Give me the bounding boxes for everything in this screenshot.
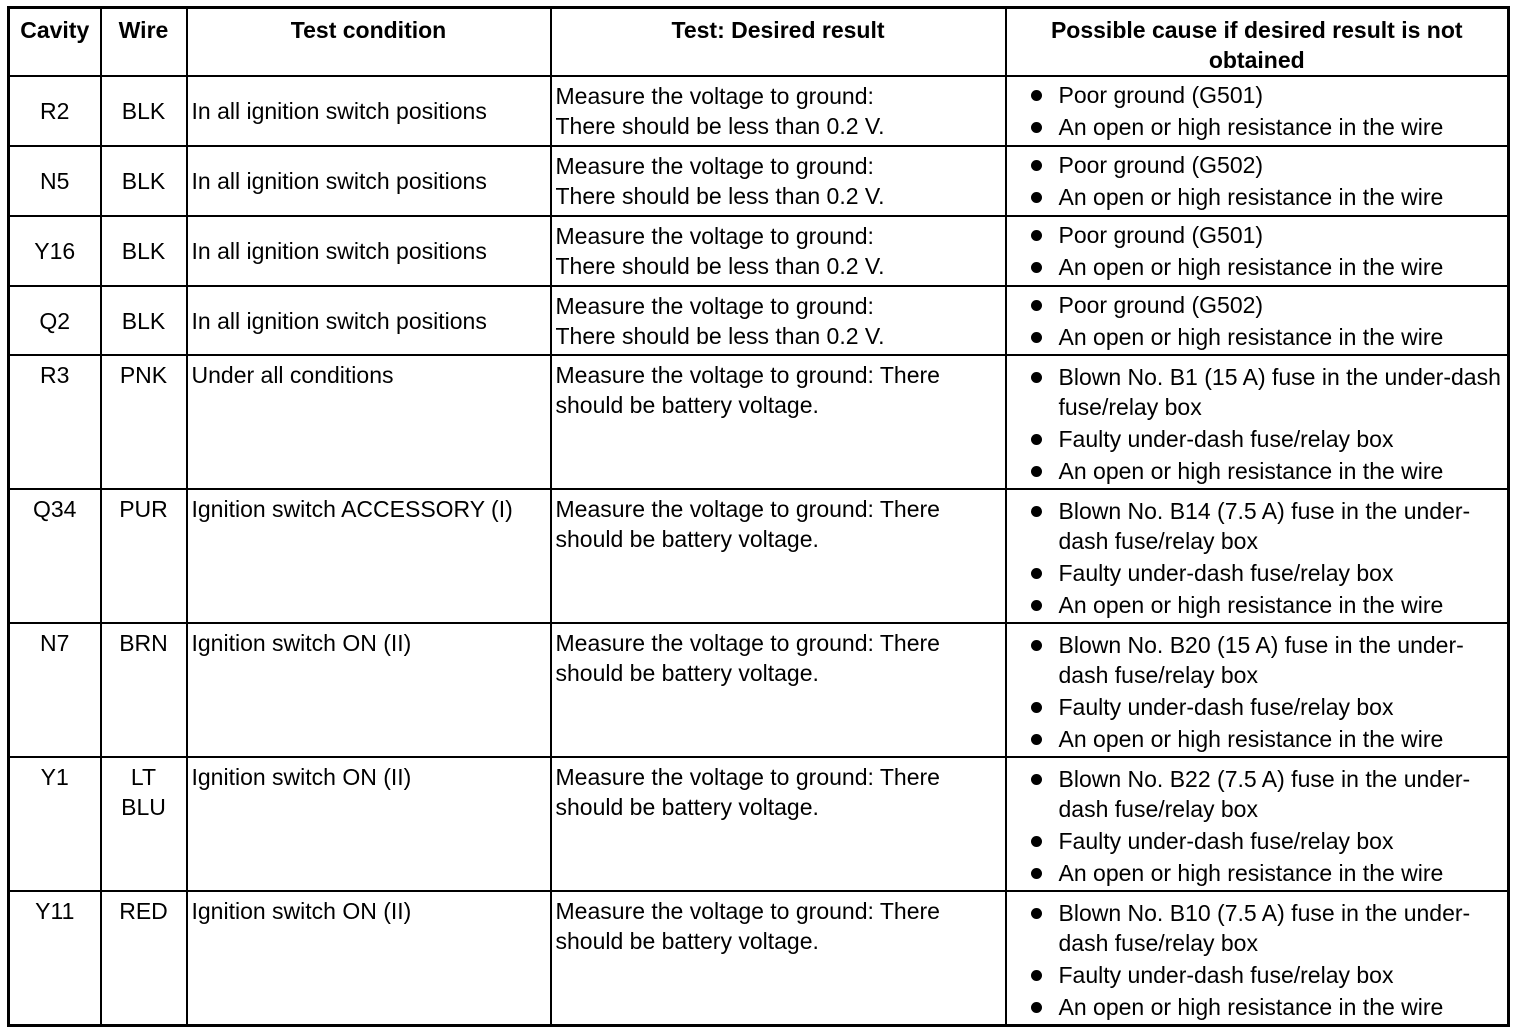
condition-cell: Ignition switch ON (II)	[187, 623, 551, 757]
wire-cell: BLK	[101, 286, 187, 355]
cause-item	[1027, 322, 1508, 352]
cause-item	[1027, 362, 1508, 422]
condition-cell: Ignition switch ACCESSORY (I)	[187, 489, 551, 623]
cause-item	[1027, 150, 1508, 180]
condition-cell: In all ignition switch positions	[187, 286, 551, 355]
table-row	[9, 891, 1509, 1026]
cause-text: Poor ground (G501)	[1058, 82, 1264, 108]
table-row	[9, 623, 1509, 757]
cause-cell	[1006, 355, 1509, 489]
table-row	[9, 216, 1509, 286]
wire-cell: BLK	[101, 76, 187, 146]
cause-text: An open or high resistance in the wire	[1058, 458, 1444, 484]
result-cell	[551, 76, 1006, 146]
test-table	[7, 6, 1510, 1027]
cause-cell	[1006, 146, 1509, 216]
cavity-cell: Q34	[9, 489, 101, 623]
header-possible-cause: Possible cause if desired result is not obtained	[1006, 8, 1509, 77]
cause-item	[1027, 558, 1508, 588]
table-row	[9, 355, 1509, 489]
cause-item	[1027, 112, 1508, 142]
cause-item	[1027, 252, 1508, 282]
result-cell: Measure the voltage to ground: There should be battery voltage.	[551, 355, 1006, 489]
cause-list	[1007, 898, 1508, 1022]
condition-cell: Under all conditions	[187, 355, 551, 489]
cause-list	[1007, 764, 1508, 888]
cause-text: An open or high resistance in the wire	[1058, 860, 1444, 886]
table-body	[9, 76, 1509, 1026]
cause-item	[1027, 456, 1508, 486]
cause-text: Faulty under-dash fuse/relay box	[1058, 560, 1394, 586]
table-row	[9, 146, 1509, 216]
condition-cell: In all ignition switch positions	[187, 216, 551, 286]
cavity-cell: N7	[9, 623, 101, 757]
cause-item	[1027, 496, 1508, 556]
result-line: Measure the voltage to ground:	[555, 223, 874, 249]
cause-cell	[1006, 489, 1509, 623]
table-row	[9, 489, 1509, 623]
cause-cell	[1006, 76, 1509, 146]
cause-text: An open or high resistance in the wire	[1058, 254, 1444, 280]
cause-text: Poor ground (G501)	[1058, 222, 1264, 248]
cause-item	[1027, 858, 1508, 888]
cause-text: An open or high resistance in the wire	[1058, 114, 1444, 140]
result-line: Measure the voltage to ground:	[555, 83, 874, 109]
result-line: There should be less than 0.2 V.	[555, 253, 885, 279]
cavity-cell: Q2	[9, 286, 101, 355]
table-row	[9, 286, 1509, 355]
cause-text: Faulty under-dash fuse/relay box	[1058, 828, 1394, 854]
cavity-cell: Y1	[9, 757, 101, 891]
cause-item	[1027, 826, 1508, 856]
cause-list	[1007, 362, 1508, 486]
cause-text: Blown No. B14 (7.5 A) fuse in the under-dash fuse/relay box	[1058, 498, 1471, 554]
cause-item	[1027, 992, 1508, 1022]
header-row	[9, 8, 1509, 77]
cause-list	[1007, 290, 1508, 352]
header-desired-result: Test: Desired result	[551, 8, 1006, 77]
cause-list	[1007, 80, 1508, 142]
cause-cell	[1006, 286, 1509, 355]
wire-cell: PNK	[101, 355, 187, 489]
wire-cell: LT BLU	[101, 757, 187, 891]
wire-cell: BLK	[101, 146, 187, 216]
result-line: Measure the voltage to ground:	[555, 292, 874, 319]
cause-item	[1027, 182, 1508, 212]
cause-item	[1027, 220, 1508, 250]
cause-text: An open or high resistance in the wire	[1058, 184, 1444, 210]
cause-item	[1027, 424, 1508, 454]
condition-cell: In all ignition switch positions	[187, 146, 551, 216]
result-cell	[551, 216, 1006, 286]
cause-text: An open or high resistance in the wire	[1058, 323, 1444, 350]
wire-cell: BRN	[101, 623, 187, 757]
result-cell: Measure the voltage to ground: There should be battery voltage.	[551, 891, 1006, 1026]
cause-cell	[1006, 757, 1509, 891]
cause-text: Blown No. B20 (15 A) fuse in the under-dash fuse/relay box	[1058, 632, 1464, 688]
table-row	[9, 76, 1509, 146]
cause-list	[1007, 630, 1508, 754]
cause-item	[1027, 724, 1508, 754]
cause-item	[1027, 692, 1508, 722]
cavity-cell: Y11	[9, 891, 101, 1026]
cause-text: An open or high resistance in the wire	[1058, 994, 1444, 1020]
cause-text: An open or high resistance in the wire	[1058, 592, 1444, 618]
cavity-cell: R3	[9, 355, 101, 489]
cause-text: Blown No. B22 (7.5 A) fuse in the under-dash fuse/relay box	[1058, 766, 1471, 822]
cause-text: Faulty under-dash fuse/relay box	[1058, 962, 1394, 988]
result-line: There should be less than 0.2 V.	[555, 113, 885, 139]
cause-list	[1007, 220, 1508, 282]
cause-item	[1027, 764, 1508, 824]
cause-cell	[1006, 623, 1509, 757]
result-cell	[551, 146, 1006, 216]
cause-item	[1027, 80, 1508, 110]
cause-text: Blown No. B1 (15 A) fuse in the under-dash fuse/relay box	[1058, 364, 1501, 420]
cause-text: An open or high resistance in the wire	[1058, 726, 1444, 752]
result-line: There should be less than 0.2 V.	[555, 183, 885, 209]
condition-cell: In all ignition switch positions	[187, 76, 551, 146]
cause-cell	[1006, 891, 1509, 1026]
wire-cell: PUR	[101, 489, 187, 623]
result-cell: Measure the voltage to ground: There should be battery voltage.	[551, 489, 1006, 623]
cause-text: Poor ground (G502)	[1058, 152, 1264, 178]
result-line: Measure the voltage to ground:	[555, 153, 874, 179]
header-cavity: Cavity	[9, 8, 101, 77]
cause-text: Poor ground (G502)	[1058, 291, 1264, 318]
wire-cell: RED	[101, 891, 187, 1026]
cause-text: Faulty under-dash fuse/relay box	[1058, 694, 1394, 720]
cause-list	[1007, 496, 1508, 620]
cavity-cell: Y16	[9, 216, 101, 286]
cause-cell	[1006, 216, 1509, 286]
header-test-condition: Test condition	[187, 8, 551, 77]
result-cell: Measure the voltage to ground: There should be battery voltage.	[551, 623, 1006, 757]
wire-cell: BLK	[101, 216, 187, 286]
cause-item	[1027, 960, 1508, 990]
cause-item	[1027, 898, 1508, 958]
cause-item	[1027, 590, 1508, 620]
condition-cell: Ignition switch ON (II)	[187, 891, 551, 1026]
result-cell	[551, 286, 1006, 355]
condition-cell: Ignition switch ON (II)	[187, 757, 551, 891]
cavity-cell: N5	[9, 146, 101, 216]
cause-item	[1027, 290, 1508, 320]
result-cell: Measure the voltage to ground: There should be battery voltage.	[551, 757, 1006, 891]
cause-text: Blown No. B10 (7.5 A) fuse in the under-dash fuse/relay box	[1058, 900, 1471, 956]
table-row	[9, 757, 1509, 891]
header-wire: Wire	[101, 8, 187, 77]
cavity-cell: R2	[9, 76, 101, 146]
cause-text: Faulty under-dash fuse/relay box	[1058, 426, 1394, 452]
cause-item	[1027, 630, 1508, 690]
result-line: There should be less than 0.2 V.	[555, 322, 885, 349]
cause-list	[1007, 150, 1508, 212]
